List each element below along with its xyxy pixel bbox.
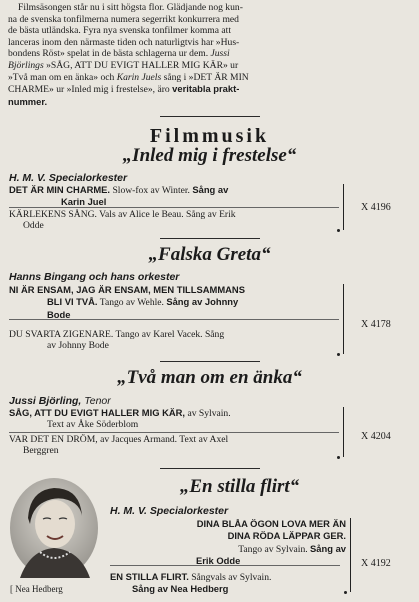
song-singer: Odde bbox=[23, 220, 44, 232]
film-title: „En stilla flirt“ bbox=[179, 476, 300, 497]
song-title: SÅG, ATT DU EVIGT HALLER MIG KÄR, bbox=[9, 407, 186, 418]
bracket bbox=[350, 518, 351, 592]
bracket-dot bbox=[344, 591, 347, 594]
catalog-number: X 4204 bbox=[361, 431, 391, 442]
song-title: DINA RÖDA LÄPPAR GER. bbox=[227, 530, 346, 542]
orchestra-name: Hanns Bingang och hans orkester bbox=[9, 271, 180, 283]
record-entry bbox=[9, 284, 339, 320]
record-entry bbox=[9, 209, 339, 232]
bracket bbox=[343, 184, 344, 230]
intro-line: Filmsäsongen står nu i sitt högsta flor. Glädjande nog kun- bbox=[18, 2, 243, 13]
intro-line: »Två man om en änka» och bbox=[8, 71, 117, 83]
entry-divider bbox=[9, 207, 339, 208]
separator-rule bbox=[160, 361, 260, 362]
song-title: DINA BLÅA ÖGON LOVA MER ÄN bbox=[196, 518, 346, 529]
intro-line: lanceras inom den närmaste tiden och naturligtvis har »Hus- bbox=[8, 36, 240, 48]
catalog-number: X 4178 bbox=[361, 319, 391, 330]
song-title: KÄRLEKENS SÅNG. bbox=[9, 209, 97, 220]
intro-emphasis: veritabla prakt- bbox=[172, 83, 240, 95]
bracket-dot bbox=[337, 456, 340, 459]
intro-artist: Jussi bbox=[210, 48, 230, 60]
song-details: av Jacques Armand. Text av Axel bbox=[97, 434, 229, 445]
separator-rule bbox=[160, 238, 260, 239]
record-entry bbox=[9, 184, 339, 208]
record-entry bbox=[110, 571, 346, 596]
song-details: Tango av Karel Vacek. Sång bbox=[113, 329, 225, 340]
intro-artist: Björlings bbox=[8, 59, 44, 71]
film-title: „Inled mig i frestelse“ bbox=[122, 145, 297, 166]
orchestra-name: H. M. V. Specialorkester bbox=[110, 505, 229, 517]
catalog-number: X 4192 bbox=[361, 558, 391, 569]
page-heading: Filmmusik bbox=[149, 125, 270, 147]
intro-artist: Karin Juels bbox=[116, 71, 162, 83]
intro-paragraph bbox=[8, 2, 412, 108]
entry-divider bbox=[110, 565, 340, 566]
record-entry bbox=[9, 407, 339, 431]
song-singer: Karin Juel bbox=[61, 196, 107, 208]
intro-emphasis: nummer. bbox=[8, 95, 48, 107]
intro-line: de bästa utländska. Fyra nya svenska tonfilmer komma att bbox=[8, 25, 231, 37]
song-title: VAR DET EN DRÖM, bbox=[9, 434, 98, 445]
bracket-dot bbox=[337, 353, 340, 356]
song-lyricist: Berggren bbox=[23, 445, 59, 457]
orchestra-name bbox=[9, 395, 111, 407]
intro-line: »SÅG, ATT DU EVIGT HALLER MIG KÄR» ur bbox=[43, 59, 239, 71]
song-singer: Sång av bbox=[310, 542, 346, 554]
catalog-number: X 4196 bbox=[361, 202, 391, 213]
song-lyricist: Text av Åke Söderblom bbox=[47, 419, 139, 431]
bracket-dot bbox=[337, 229, 340, 232]
photo-caption: [ Nea Hedberg bbox=[10, 584, 63, 594]
bracket bbox=[343, 407, 344, 457]
separator-rule bbox=[160, 468, 260, 469]
intro-line: CHARME» ur »Inled mig i frestelse», äro bbox=[8, 84, 173, 96]
film-title: „Två man om en änka“ bbox=[117, 367, 302, 388]
song-singer: Sång av bbox=[192, 184, 229, 195]
song-title: DET ÄR MIN CHARME. bbox=[9, 184, 111, 195]
song-singer: Sång av Johnny bbox=[166, 296, 239, 308]
song-details: Tango av Wehle. bbox=[97, 297, 167, 309]
record-entry bbox=[9, 329, 339, 352]
song-details: Slow-fox av Winter. bbox=[110, 185, 193, 196]
song-title: DU SVARTA ZIGENARE. bbox=[9, 329, 114, 340]
song-singer: Sång av Nea Hedberg bbox=[132, 583, 229, 595]
song-singer: Erik Odde bbox=[196, 555, 241, 567]
film-title: „Falska Greta“ bbox=[148, 244, 271, 265]
song-singer: Bode bbox=[47, 308, 71, 320]
entry-divider bbox=[9, 319, 339, 320]
entry-divider bbox=[9, 432, 339, 433]
record-entry bbox=[9, 434, 339, 457]
record-entry bbox=[110, 518, 346, 568]
artist-name: Jussi Björling, bbox=[9, 395, 82, 407]
song-details: Tango av Sylvain. bbox=[238, 543, 311, 555]
intro-line: na de svenska tonfilmerna numera segerrikt konkurrera med bbox=[8, 13, 239, 25]
song-title: BLI VI TVÅ. bbox=[47, 296, 98, 308]
song-title: NI ÄR ENSAM, JAG ÄR ENSAM, MEN TILLSAMMANS bbox=[9, 284, 245, 295]
orchestra-name: H. M. V. Specialorkester bbox=[9, 172, 128, 184]
separator-rule bbox=[160, 116, 260, 117]
intro-line: sång i »DET ÄR MIN bbox=[161, 71, 249, 83]
song-title: EN STILLA FLIRT. bbox=[110, 571, 189, 582]
song-details: Sångvals av Sylvain. bbox=[188, 572, 272, 583]
song-details: av Sylvain. bbox=[185, 408, 231, 419]
bracket bbox=[343, 284, 344, 354]
song-singer: av Johnny Bode bbox=[47, 340, 109, 352]
song-details: Vals av Alice le Beau. Sång av Erik bbox=[96, 209, 236, 220]
artist-role: Tenor bbox=[81, 395, 111, 407]
intro-line: bondens Röst» spelat in de bästa schlagerna ur dem. bbox=[8, 48, 211, 60]
